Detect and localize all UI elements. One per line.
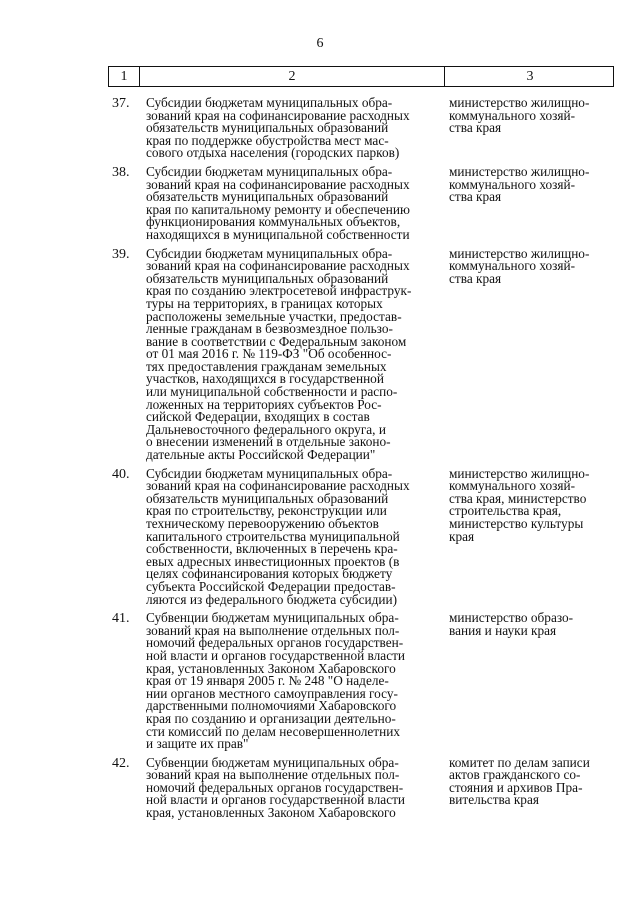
ministry-line: министерство жилищно- — [449, 163, 590, 179]
description-line: тях предоставления гражданам земельных — [146, 358, 387, 374]
description-line: зований края на софинансирование расходных — [146, 258, 410, 274]
description-line: участков, находящихся в государственной — [146, 371, 384, 387]
row-description — [144, 245, 443, 463]
description-line: о внесении изменений в отдельные законо- — [146, 434, 391, 450]
header-col-2: 2 — [139, 67, 444, 86]
description-line: функционирования коммунальных объектов, — [146, 214, 401, 230]
description-line: зований края на выполнение отдельных пол- — [146, 622, 400, 638]
page-number: 6 — [316, 36, 324, 51]
description-line: края по поддержке обустройства мест мас- — [146, 132, 389, 148]
row-description — [144, 754, 443, 821]
description-line: ленные гражданам в безвозмездное пользо- — [146, 321, 393, 337]
description-line: целях софинансирования которых бюджету — [146, 566, 393, 582]
row-number: 39. — [112, 246, 130, 262]
description-line: дарственными полномочиями Хабаровского — [146, 698, 397, 714]
description-line: обязательств муниципальных образований — [146, 189, 389, 205]
description-line: ложенных на территориях субъектов Рос- — [146, 396, 382, 412]
description-line: Субвенции бюджетам муниципальных обра- — [146, 754, 399, 770]
row-number: 40. — [112, 466, 130, 482]
description-line: края, установленных Законом Хабаровского — [146, 660, 396, 676]
ministry-line: комитет по делам записи — [449, 754, 590, 770]
description-line: вание в соответствии с Федеральным законом — [146, 333, 407, 349]
ministry-line: министерство образо- — [449, 610, 574, 626]
row-ministry — [443, 163, 614, 242]
description-line: обязательств муниципальных образований — [146, 120, 389, 136]
description-line: от 01 мая 2016 г. № 119-ФЗ "Об особеннос- — [146, 346, 392, 362]
description-line: сийской Федерации, входящих в состав — [146, 409, 370, 425]
description-line: Субсидии бюджетам муниципальных обра- — [146, 245, 393, 261]
description-line: сового отдыха населения (городских парков) — [146, 145, 400, 161]
description-line: зований края на софинансирование расходных — [146, 478, 410, 494]
table-row — [108, 163, 614, 242]
description-line: края по созданию и организации деятельно- — [146, 710, 396, 726]
row-description — [144, 612, 443, 751]
row-description — [144, 465, 443, 607]
description-line: Дальневосточного федерального округа, и — [146, 421, 386, 437]
description-line: ляются из федерального бюджета субсидии) — [146, 591, 398, 607]
description-line: ной власти и органов государственной власти — [146, 647, 406, 663]
description-line: края от 19 января 2005 г. № 248 "О наделе- — [146, 673, 389, 689]
ministry-line: министерство культуры — [449, 516, 584, 531]
description-line: номочий федеральных органов государствен- — [146, 635, 404, 651]
ministry-line: министерство жилищно- — [449, 95, 590, 110]
ministry-line: вительства края — [449, 792, 539, 808]
description-line: обязательств муниципальных образований — [146, 270, 389, 286]
table-header — [108, 66, 614, 87]
row-number: 42. — [112, 755, 130, 771]
header-col-1: 1 — [120, 69, 128, 84]
row-ministry — [443, 97, 614, 160]
description-line: Субсидии бюджетам муниципальных обра- — [146, 465, 393, 481]
description-line: техническому перевооружению объектов — [146, 516, 379, 531]
row-number: 41. — [112, 611, 130, 627]
ministry-line: строительства края, — [449, 503, 562, 519]
description-line: капитального строительства муниципальной — [146, 528, 400, 544]
table-row — [108, 97, 614, 160]
header-col-3: 3 — [444, 67, 615, 86]
description-line: дательные акты Российской Федерации" — [146, 447, 376, 463]
description-line: зований края на софинансирование расходных — [146, 107, 410, 123]
ministry-line: вания и науки края — [449, 622, 557, 638]
description-line: края по капитальному ремонту и обеспечению — [146, 201, 410, 217]
table-row — [108, 245, 614, 463]
ministry-line: коммунального хозяй- — [449, 478, 576, 494]
ministry-line: ства края — [449, 189, 502, 205]
subsidy-table — [108, 66, 614, 820]
row-ministry — [443, 465, 614, 607]
ministry-line: коммунального хозяй- — [449, 107, 576, 123]
description-line: туры на территориях, в границах которых — [146, 295, 383, 311]
ministry-line: министерство жилищно- — [449, 465, 590, 481]
description-line: Субвенции бюджетам муниципальных обра- — [146, 610, 399, 626]
row-description — [144, 97, 443, 160]
description-line: сти комиссий по делам несовершеннолетних — [146, 723, 400, 739]
description-line: края по созданию электросетевой инфраструк- — [146, 283, 412, 299]
ministry-line: ства края — [449, 120, 502, 136]
description-line: края, установленных Законом Хабаровского — [146, 805, 396, 821]
description-line: субъекта Российской Федерации предостав- — [146, 578, 396, 594]
description-line: находящихся в муниципальной собственности — [146, 226, 410, 242]
ministry-line: актов гражданского со- — [449, 767, 581, 783]
ministry-line: стояния и архивов Пра- — [449, 779, 583, 795]
table-row — [108, 612, 614, 751]
description-line: Субсидии бюджетам муниципальных обра- — [146, 95, 393, 110]
description-line: края по строительству, реконструкции или — [146, 503, 387, 519]
description-line: или муниципальной собственности и распо- — [146, 384, 398, 400]
description-line: евых адресных инвестиционных проектов (в — [146, 553, 400, 569]
table-body — [108, 97, 614, 820]
table-row — [108, 754, 614, 821]
ministry-line: коммунального хозяй- — [449, 176, 576, 192]
description-line: расположены земельные участки, предостав- — [146, 308, 402, 324]
row-number: 38. — [112, 164, 130, 180]
description-line: собственности, включенных в перечень кра- — [146, 541, 398, 557]
description-line: обязательств муниципальных образований — [146, 490, 389, 506]
description-line: и защите их прав" — [146, 736, 249, 752]
ministry-line: министерство жилищно- — [449, 245, 590, 261]
row-ministry — [443, 245, 614, 462]
row-ministry — [443, 754, 614, 820]
description-line: Субсидии бюджетам муниципальных обра- — [146, 163, 393, 179]
description-line: ной власти и органов государственной власти — [146, 792, 406, 808]
row-number: 37. — [112, 96, 130, 111]
description-line: номочий федеральных органов государствен- — [146, 779, 404, 795]
table-row — [108, 465, 614, 607]
ministry-line: края — [449, 528, 475, 544]
ministry-line: коммунального хозяй- — [449, 258, 576, 274]
description-line: зований края на софинансирование расходных — [146, 176, 410, 192]
ministry-line: ства края, министерство — [449, 490, 587, 506]
row-ministry — [443, 612, 614, 751]
row-description — [144, 163, 443, 242]
description-line: зований края на выполнение отдельных пол- — [146, 767, 400, 783]
ministry-line: ства края — [449, 270, 502, 286]
description-line: нии органов местного самоуправления госу- — [146, 685, 398, 701]
